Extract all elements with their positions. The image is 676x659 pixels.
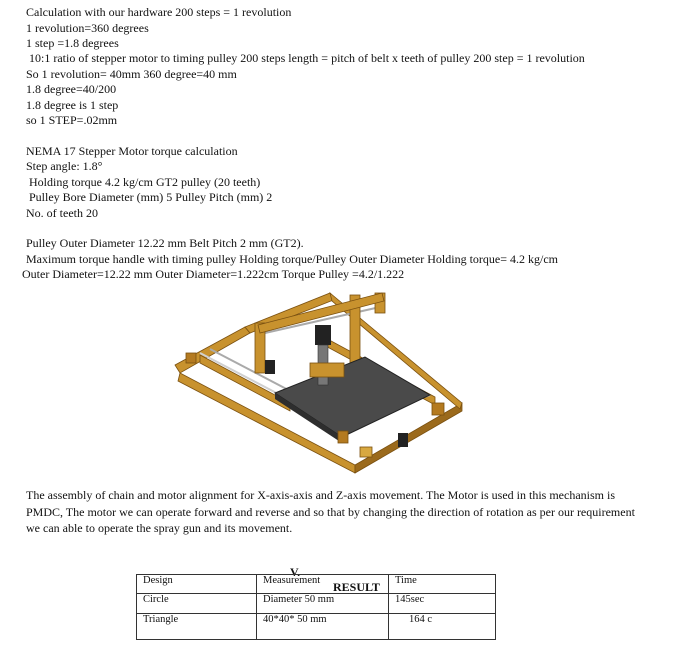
header-time: Time — [389, 575, 496, 594]
cell-measurement: 40*40* 50 mm — [257, 614, 389, 640]
calc-line-2: 1 revolution=360 degrees — [26, 21, 149, 35]
calc-line-5: So 1 revolution= 40mm 360 degree=40 mm — [26, 67, 237, 81]
calc-line-1: Calculation with our hardware 200 steps = 1 revolution — [26, 5, 292, 19]
results-table — [136, 574, 496, 640]
torque-line-3: Holding torque 4.2 kg/cm GT2 pulley (20 teeth) — [26, 175, 261, 189]
calc-line-6: 1.8 degree=40/200 — [26, 82, 117, 96]
cnc-machine-figure — [170, 285, 470, 475]
cell-design: Circle — [137, 594, 257, 614]
cell-time: 164 c — [389, 614, 496, 640]
calc-line-8: so 1 STEP=.02mm — [26, 113, 118, 127]
table-header-row — [137, 575, 496, 594]
torque-line-5: No. of teeth 20 — [26, 206, 98, 220]
pulley-line-1: Pulley Outer Diameter 12.22 mm Belt Pitch 2 mm (GT2). — [26, 236, 304, 250]
calc-line-3: 1 step =1.8 degrees — [26, 36, 119, 50]
cell-measurement: Diameter 50 mm — [257, 594, 389, 614]
section-title: RESULT — [333, 580, 380, 594]
pulley-line-2: Maximum torque handle with timing pulley Holding torque/Pulley Outer Diameter Holding torque= 4.2 kg/cm — [26, 252, 559, 266]
header-design: Design — [137, 575, 257, 594]
torque-line-2: Step angle: 1.8° — [26, 159, 103, 173]
assembly-paragraph: The assembly of chain and motor alignment for X-axis-axis and Z-axis movement. The Motor is used in this mechanism is PMDC, The motor we can operate forward and reverse and so that by changing the direction of rotation as per our requirement we can able to operate the spray gun and its movement. — [26, 488, 635, 535]
torque-line-1: NEMA 17 Stepper Motor torque calculation — [26, 144, 238, 158]
pulley-line-3: Outer Diameter=12.22 mm Outer Diameter=1.222cm Torque Pulley =4.2/1.222 — [22, 267, 405, 281]
table-row — [137, 594, 496, 614]
table-row — [137, 614, 496, 640]
calc-line-7: 1.8 degree is 1 step — [26, 98, 119, 112]
header-measurement: Measurement — [257, 575, 389, 594]
calc-line-4: 10:1 ratio of stepper motor to timing pulley 200 steps length = pitch of belt x teeth of pulley 200 step = 1 revolution — [26, 51, 585, 65]
cell-design: Triangle — [137, 614, 257, 640]
section-number: V. — [290, 565, 301, 579]
cell-time: 145sec — [389, 594, 496, 614]
torque-line-4: Pulley Bore Diameter (mm) 5 Pulley Pitch (mm) 2 — [26, 190, 273, 204]
